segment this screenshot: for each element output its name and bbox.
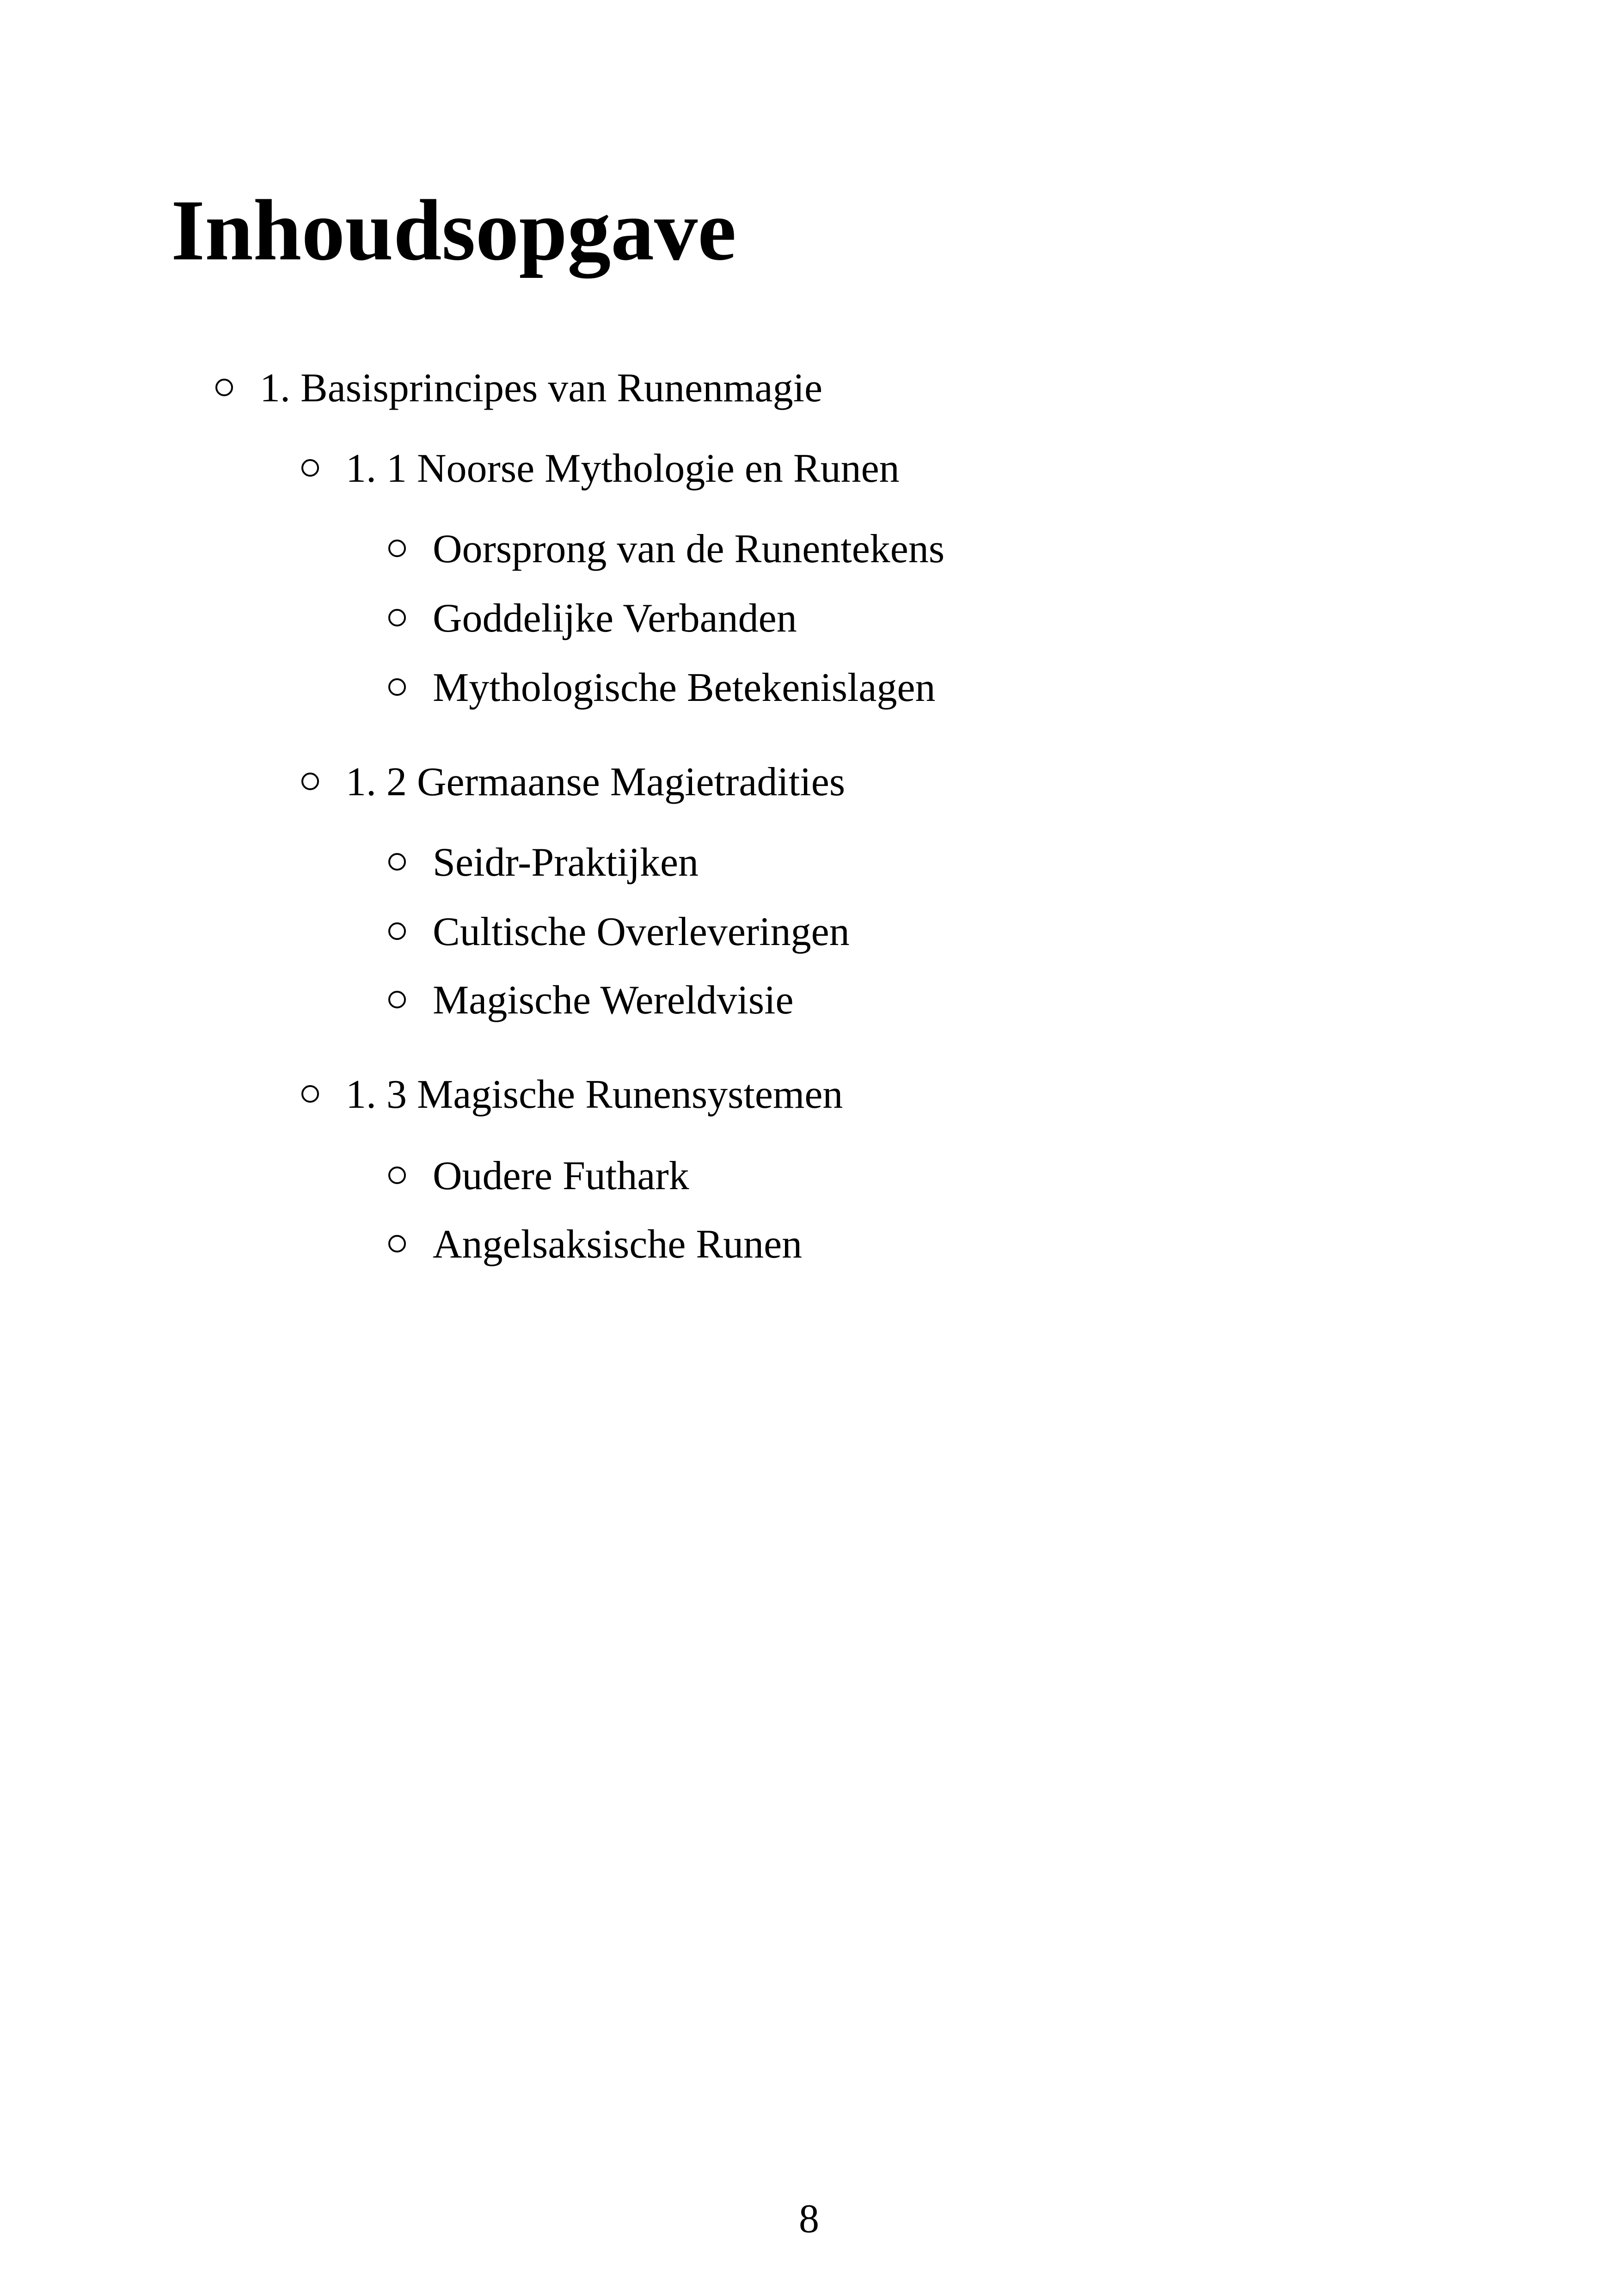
toc-item-label: Angelsaksische Runen	[433, 1222, 803, 1267]
bullet-circle-icon	[388, 922, 406, 940]
bullet-circle-icon	[388, 853, 406, 871]
toc-item-magische-wereldvisie[interactable]	[388, 973, 794, 1028]
toc-item-label: Oorsprong van de Runentekens	[433, 527, 945, 571]
bullet-circle-icon	[388, 678, 406, 696]
toc-item-label: Seidr-Praktijken	[433, 840, 699, 885]
toc-item-oudere-futhark[interactable]	[388, 1148, 689, 1204]
bullet-circle-icon	[301, 1085, 319, 1103]
bullet-circle-icon	[215, 379, 233, 396]
page-title: Inhoudsopgave	[171, 182, 736, 278]
toc-item-oorsprong[interactable]	[388, 522, 944, 577]
toc-item-goddelijke[interactable]	[388, 591, 797, 646]
toc-chapter-1[interactable]	[215, 361, 822, 416]
bullet-circle-icon	[388, 540, 406, 557]
bullet-circle-icon	[301, 773, 319, 790]
toc-section-1-2[interactable]	[301, 755, 845, 810]
toc-item-label: Cultische Overleveringen	[433, 909, 850, 954]
bullet-circle-icon	[388, 609, 406, 626]
bullet-circle-icon	[301, 459, 319, 477]
toc-section-label: 1. 2 Germaanse Magietradities	[346, 760, 846, 804]
toc-item-label: Goddelijke Verbanden	[433, 596, 797, 641]
toc-item-label: Mythologische Betekenislagen	[433, 665, 936, 710]
toc-item-label: Oudere Futhark	[433, 1154, 689, 1198]
toc-section-label: 1. 3 Magische Runensystemen	[346, 1072, 843, 1117]
toc-item-angelsaksische[interactable]	[388, 1217, 802, 1272]
toc-item-mythologische[interactable]	[388, 660, 936, 716]
bullet-circle-icon	[388, 1235, 406, 1252]
toc-item-seidr[interactable]	[388, 835, 699, 890]
page-number: 8	[799, 2197, 819, 2241]
toc-section-label: 1. 1 Noorse Mythologie en Runen	[346, 446, 900, 491]
toc-item-label: Magische Wereldvisie	[433, 978, 794, 1023]
toc-section-1-3[interactable]	[301, 1067, 843, 1123]
bullet-circle-icon	[388, 991, 406, 1008]
bullet-circle-icon	[388, 1166, 406, 1184]
toc-chapter-label: 1. Basisprincipes van Runenmagie	[260, 366, 823, 411]
toc-item-cultische[interactable]	[388, 904, 850, 960]
toc-section-1-1[interactable]	[301, 441, 900, 497]
